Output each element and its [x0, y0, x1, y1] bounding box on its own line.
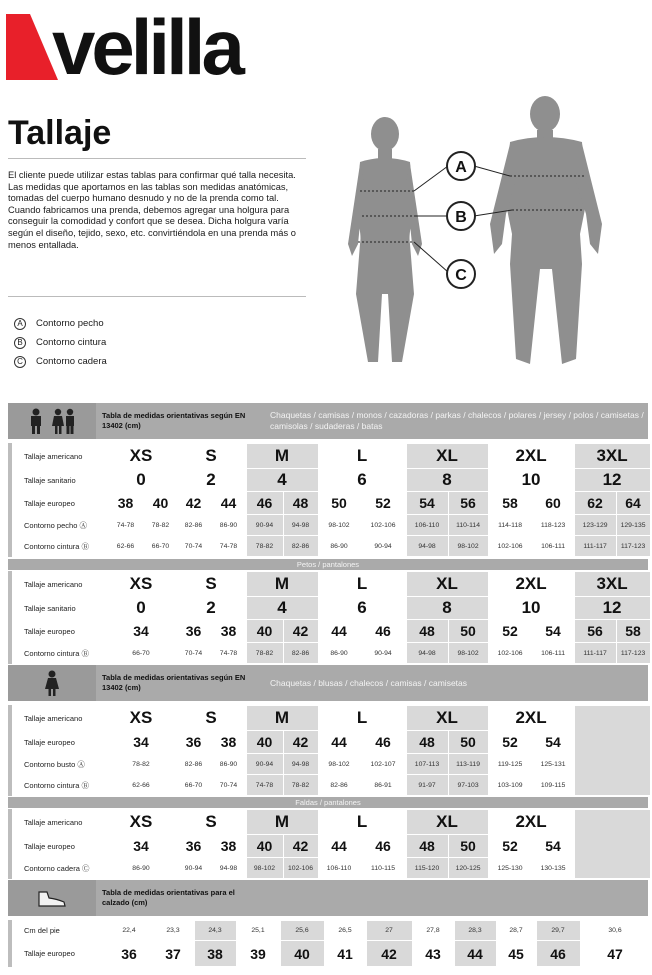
table-row	[10, 572, 650, 597]
section-heading: Tabla de medidas orientativas según EN 13402 (cm)	[102, 411, 246, 430]
section-header-men	[8, 403, 648, 439]
intro-paragraph: El cliente puede utilizar estas tablas para confirmar qué talla necesita. Las medidas que aportamos en las tablas son medidas anatómicas, tomadas del cuerpo humano desnudo y no de la prenda como tal. Cuando fabricamos una prenda, debemos agregar una holgura para conseguir la comodidad y confort que se desea. Dicha holgura varía según el diseño, tejido, sexo, etc. convirtiéndola en una prenda más o menos entallada.	[8, 170, 296, 250]
size-cell: 40	[246, 620, 283, 643]
measure-cell: 102-106	[488, 643, 532, 664]
size-cell: 40	[246, 835, 283, 858]
size-cell: 52	[488, 731, 532, 754]
size-cell: 10	[488, 597, 574, 620]
measure-cell: 66-70	[106, 643, 176, 664]
measure-cell: 78-82	[246, 536, 283, 557]
measure-cell: 29,7	[536, 921, 580, 941]
size-cell: XL	[406, 810, 488, 835]
callout-c	[447, 260, 475, 288]
table-row	[10, 921, 650, 941]
size-cell: 0	[106, 597, 176, 620]
legend-key-c: C	[14, 356, 26, 368]
measure-cell: 90-94	[246, 754, 283, 775]
size-cell: 38	[194, 941, 236, 967]
table-row	[10, 536, 650, 557]
measure-cell: 94-98	[283, 515, 318, 536]
callout-b	[447, 202, 475, 230]
size-cell: 48	[406, 835, 448, 858]
measure-cell: 117-123	[616, 643, 650, 664]
legend-item	[14, 314, 107, 333]
measure-cell: 74-78	[106, 515, 145, 536]
measure-cell: 123-129	[574, 515, 616, 536]
measure-cell: 94-98	[283, 754, 318, 775]
size-cell: 2XL	[488, 706, 574, 731]
woman-silhouette	[348, 117, 422, 362]
size-table-footwear	[8, 920, 651, 967]
size-cell: 8	[406, 597, 488, 620]
measure-cell: 113-119	[448, 754, 488, 775]
size-table-women-skirts	[8, 809, 651, 879]
table-row	[10, 643, 650, 664]
shoe-icon	[37, 888, 67, 908]
measure-cell: 78-82	[283, 775, 318, 796]
measure-cell: 74-78	[246, 775, 283, 796]
measure-cell: 106-110	[318, 858, 360, 879]
man-icon	[27, 408, 45, 434]
row-label: Contorno cintura Ⓑ	[10, 536, 106, 557]
measure-cell: 86-90	[211, 754, 246, 775]
size-cell: M	[246, 572, 318, 597]
row-label: Cm del pie	[10, 921, 106, 941]
size-cell: 46	[360, 835, 406, 858]
table-row	[10, 775, 650, 796]
measure-cell: 98-102	[318, 754, 360, 775]
callout-label-a: A	[455, 159, 467, 176]
size-cell: XL	[406, 444, 488, 469]
measure-cell: 115-120	[406, 858, 448, 879]
measure-cell: 90-94	[246, 515, 283, 536]
size-cell: 38	[211, 835, 246, 858]
row-label: Tallaje americano	[10, 444, 106, 469]
measure-cell: 86-90	[106, 858, 176, 879]
measure-cell: 117-123	[616, 536, 650, 557]
size-table-men-pants	[8, 571, 651, 664]
size-cell: 50	[448, 835, 488, 858]
row-label: Tallaje europeo	[10, 620, 106, 643]
measure-cell: 86-90	[318, 536, 360, 557]
size-cell: 52	[360, 492, 406, 515]
measure-cell: 125-131	[532, 754, 574, 775]
size-cell: 56	[448, 492, 488, 515]
size-cell: 44	[318, 731, 360, 754]
size-cell: 44	[318, 620, 360, 643]
size-cell: 12	[574, 469, 650, 492]
measure-cell: 90-94	[360, 536, 406, 557]
measure-cell: 22,4	[106, 921, 152, 941]
size-cell: 58	[488, 492, 532, 515]
size-cell: 46	[246, 492, 283, 515]
size-cell: 48	[406, 731, 448, 754]
size-cell: 38	[211, 731, 246, 754]
measure-cell: 94-98	[406, 643, 448, 664]
size-cell: 4	[246, 469, 318, 492]
logo-red-mark	[6, 14, 58, 80]
measure-cell: 110-114	[448, 515, 488, 536]
size-cell: L	[318, 572, 406, 597]
table-row	[10, 444, 650, 469]
measure-cell: 94-98	[406, 536, 448, 557]
measure-cell: 78-82	[246, 643, 283, 664]
row-label: Tallaje europeo	[10, 731, 106, 754]
divider	[8, 296, 306, 297]
size-cell: 2	[176, 469, 246, 492]
measure-cell: 102-106	[360, 515, 406, 536]
size-cell: S	[176, 444, 246, 469]
size-cell: 56	[574, 620, 616, 643]
measure-cell: 82-86	[176, 754, 211, 775]
row-label: Contorno cintura Ⓑ	[10, 643, 106, 664]
section-heading: Tabla de medidas orientativas según EN 13402 (cm)	[102, 673, 246, 692]
size-cell: XS	[106, 706, 176, 731]
size-cell: 52	[488, 620, 532, 643]
size-cell: 2XL	[488, 572, 574, 597]
measure-cell: 28,3	[454, 921, 496, 941]
table-row	[10, 810, 650, 835]
size-cell: 58	[616, 620, 650, 643]
size-cell: M	[246, 444, 318, 469]
section-icons	[8, 665, 96, 701]
size-cell: XS	[106, 572, 176, 597]
measure-cell: 70-74	[176, 643, 211, 664]
measure-cell: 90-94	[176, 858, 211, 879]
size-table-women-top	[8, 705, 651, 796]
measure-cell: 118-123	[532, 515, 574, 536]
size-cell: 38	[211, 620, 246, 643]
row-label: Tallaje americano	[10, 572, 106, 597]
measure-cell: 98-102	[448, 536, 488, 557]
size-cell: 38	[106, 492, 145, 515]
size-cell: 10	[488, 469, 574, 492]
measure-cell: 111-117	[574, 536, 616, 557]
woman-icon	[43, 670, 61, 696]
callout-label-c: C	[455, 267, 467, 284]
callout-label-b: B	[455, 209, 467, 226]
size-cell: 3XL	[574, 572, 650, 597]
size-cell: 12	[574, 597, 650, 620]
size-cell: M	[246, 810, 318, 835]
row-label: Tallaje americano	[10, 810, 106, 835]
size-cell: M	[246, 706, 318, 731]
row-label: Tallaje europeo	[10, 835, 106, 858]
measure-cell: 25,6	[280, 921, 324, 941]
table-row	[10, 620, 650, 643]
measure-cell: 62-66	[106, 775, 176, 796]
measure-cell: 27,8	[412, 921, 454, 941]
table-row	[10, 754, 650, 775]
measurement-legend	[14, 314, 107, 371]
measure-cell: 82-86	[283, 643, 318, 664]
measure-cell: 103-109	[488, 775, 532, 796]
brand-logo-text: velilla	[52, 3, 241, 91]
couple-icon	[51, 408, 77, 434]
row-label: Tallaje americano	[10, 706, 106, 731]
size-cell: 48	[283, 492, 318, 515]
size-cell: 6	[318, 597, 406, 620]
measure-cell: 119-125	[488, 754, 532, 775]
legend-item	[14, 352, 107, 371]
table-row	[10, 469, 650, 492]
size-cell: 47	[580, 941, 650, 967]
measure-cell: 106-111	[532, 643, 574, 664]
size-cell: XS	[106, 810, 176, 835]
size-cell: 34	[106, 731, 176, 754]
size-cell: 37	[152, 941, 194, 967]
divider	[8, 158, 306, 159]
legend-label: Contorno cintura	[36, 337, 107, 348]
measure-cell: 70-74	[211, 775, 246, 796]
measure-cell: 82-86	[283, 536, 318, 557]
size-cell: 3XL	[574, 444, 650, 469]
empty-cell	[574, 810, 650, 879]
empty-cell	[574, 706, 650, 796]
measure-cell: 25,1	[236, 921, 280, 941]
measure-cell: 78-82	[145, 515, 176, 536]
measure-cell: 120-125	[448, 858, 488, 879]
legend-item	[14, 333, 107, 352]
row-label: Tallaje sanitario	[10, 469, 106, 492]
size-cell: 2XL	[488, 810, 574, 835]
size-cell: 54	[532, 731, 574, 754]
measure-cell: 102-106	[283, 858, 318, 879]
size-cell: 36	[176, 731, 211, 754]
measure-cell: 125-130	[488, 858, 532, 879]
measure-cell: 86-91	[360, 775, 406, 796]
measure-cell: 110-115	[360, 858, 406, 879]
subsection-heading-skirts: Faldas / pantalones	[8, 797, 648, 808]
size-cell: 42	[366, 941, 412, 967]
section-header-footwear	[8, 880, 648, 916]
size-cell: 44	[454, 941, 496, 967]
measure-cell: 74-78	[211, 643, 246, 664]
size-cell: 62	[574, 492, 616, 515]
section-heading: Tabla de medidas orientativas para el calzado (cm)	[102, 888, 235, 907]
legend-key-a: A	[14, 318, 26, 330]
measure-cell: 90-94	[360, 643, 406, 664]
size-cell: 42	[283, 620, 318, 643]
table-row	[10, 706, 650, 731]
page-title: Tallaje	[8, 114, 112, 152]
measure-cell: 98-102	[448, 643, 488, 664]
size-cell: 42	[283, 835, 318, 858]
row-label: Tallaje sanitario	[10, 597, 106, 620]
garment-list: Chaquetas / camisas / monos / cazadoras / parkas / chalecos / polares / jersey / polos / camisetas / camisolas / sudaderas / batas	[270, 410, 644, 431]
size-cell: 40	[246, 731, 283, 754]
size-cell: 36	[106, 941, 152, 967]
measure-cell: 86-90	[211, 515, 246, 536]
callout-a	[447, 152, 475, 180]
size-cell: XL	[406, 572, 488, 597]
measure-cell: 109-115	[532, 775, 574, 796]
measure-cell: 106-110	[406, 515, 448, 536]
size-cell: L	[318, 706, 406, 731]
size-cell: L	[318, 444, 406, 469]
section-icons	[8, 403, 96, 439]
section-header-women	[8, 665, 648, 701]
size-cell: 40	[280, 941, 324, 967]
size-cell: 46	[536, 941, 580, 967]
size-cell: 46	[360, 620, 406, 643]
measure-cell: 97-103	[448, 775, 488, 796]
table-row	[10, 731, 650, 754]
size-cell: S	[176, 706, 246, 731]
measure-cell: 130-135	[532, 858, 574, 879]
measure-cell: 98-102	[246, 858, 283, 879]
size-cell: 40	[145, 492, 176, 515]
size-cell: 2XL	[488, 444, 574, 469]
measure-cell: 30,6	[580, 921, 650, 941]
measure-cell: 102-107	[360, 754, 406, 775]
legend-label: Contorno cadera	[36, 356, 107, 367]
measure-cell: 82-86	[318, 775, 360, 796]
row-label: Contorno busto Ⓐ	[10, 754, 106, 775]
measure-cell: 94-98	[211, 858, 246, 879]
measure-cell: 66-70	[176, 775, 211, 796]
size-cell: S	[176, 572, 246, 597]
size-cell: 54	[406, 492, 448, 515]
table-row	[10, 835, 650, 858]
size-cell: 46	[360, 731, 406, 754]
measure-cell: 82-86	[176, 515, 211, 536]
size-table-men-top	[8, 443, 651, 557]
size-cell: 0	[106, 469, 176, 492]
subsection-heading-pants: Petos / pantalones	[8, 559, 648, 570]
measure-cell: 111-117	[574, 643, 616, 664]
size-cell: 60	[532, 492, 574, 515]
size-cell: 44	[211, 492, 246, 515]
size-cell: 43	[412, 941, 454, 967]
measure-cell: 78-82	[106, 754, 176, 775]
measure-cell: 62-66	[106, 536, 145, 557]
measure-cell: 98-102	[318, 515, 360, 536]
legend-key-b: B	[14, 337, 26, 349]
size-cell: 36	[176, 835, 211, 858]
section-icons	[8, 880, 96, 916]
row-label: Contorno cintura Ⓑ	[10, 775, 106, 796]
measure-cell: 107-113	[406, 754, 448, 775]
measure-cell: 91-97	[406, 775, 448, 796]
measure-cell: 70-74	[176, 536, 211, 557]
size-cell: 42	[176, 492, 211, 515]
size-cell: XS	[106, 444, 176, 469]
size-cell: 54	[532, 620, 574, 643]
measure-cell: 26,5	[324, 921, 366, 941]
size-cell: 54	[532, 835, 574, 858]
size-cell: 34	[106, 620, 176, 643]
size-cell: XL	[406, 706, 488, 731]
table-row	[10, 492, 650, 515]
measure-cell: 129-135	[616, 515, 650, 536]
measure-cell: 102-106	[488, 536, 532, 557]
row-label: Tallaje europeo	[10, 492, 106, 515]
table-row	[10, 515, 650, 536]
measure-cell: 74-78	[211, 536, 246, 557]
size-cell: 34	[106, 835, 176, 858]
measure-cell: 86-90	[318, 643, 360, 664]
measure-cell: 27	[366, 921, 412, 941]
measure-cell: 106-111	[532, 536, 574, 557]
size-cell: 6	[318, 469, 406, 492]
measure-cell: 28,7	[496, 921, 536, 941]
size-cell: 50	[448, 620, 488, 643]
legend-label: Contorno pecho	[36, 318, 104, 329]
size-cell: 48	[406, 620, 448, 643]
body-measurement-figure	[330, 94, 652, 384]
measure-cell: 24,3	[194, 921, 236, 941]
table-row	[10, 597, 650, 620]
size-cell: 8	[406, 469, 488, 492]
size-cell: L	[318, 810, 406, 835]
size-cell: 2	[176, 597, 246, 620]
row-label: Contorno cadera Ⓒ	[10, 858, 106, 879]
size-cell: 50	[448, 731, 488, 754]
size-cell: 41	[324, 941, 366, 967]
table-row	[10, 941, 650, 967]
size-cell: 4	[246, 597, 318, 620]
row-label: Contorno pecho Ⓐ	[10, 515, 106, 536]
measure-cell: 114-118	[488, 515, 532, 536]
size-cell: 36	[176, 620, 211, 643]
measure-cell: 23,3	[152, 921, 194, 941]
garment-list: Chaquetas / blusas / chalecos / camisas / camisetas	[270, 677, 468, 688]
table-row	[10, 858, 650, 879]
size-cell: 45	[496, 941, 536, 967]
measure-cell: 66-70	[145, 536, 176, 557]
size-cell: 50	[318, 492, 360, 515]
size-cell: 42	[283, 731, 318, 754]
size-cell: 52	[488, 835, 532, 858]
size-cell: S	[176, 810, 246, 835]
man-silhouette	[490, 96, 602, 364]
row-label: Tallaje europeo	[10, 941, 106, 967]
size-cell: 39	[236, 941, 280, 967]
size-cell: 44	[318, 835, 360, 858]
size-cell: 64	[616, 492, 650, 515]
